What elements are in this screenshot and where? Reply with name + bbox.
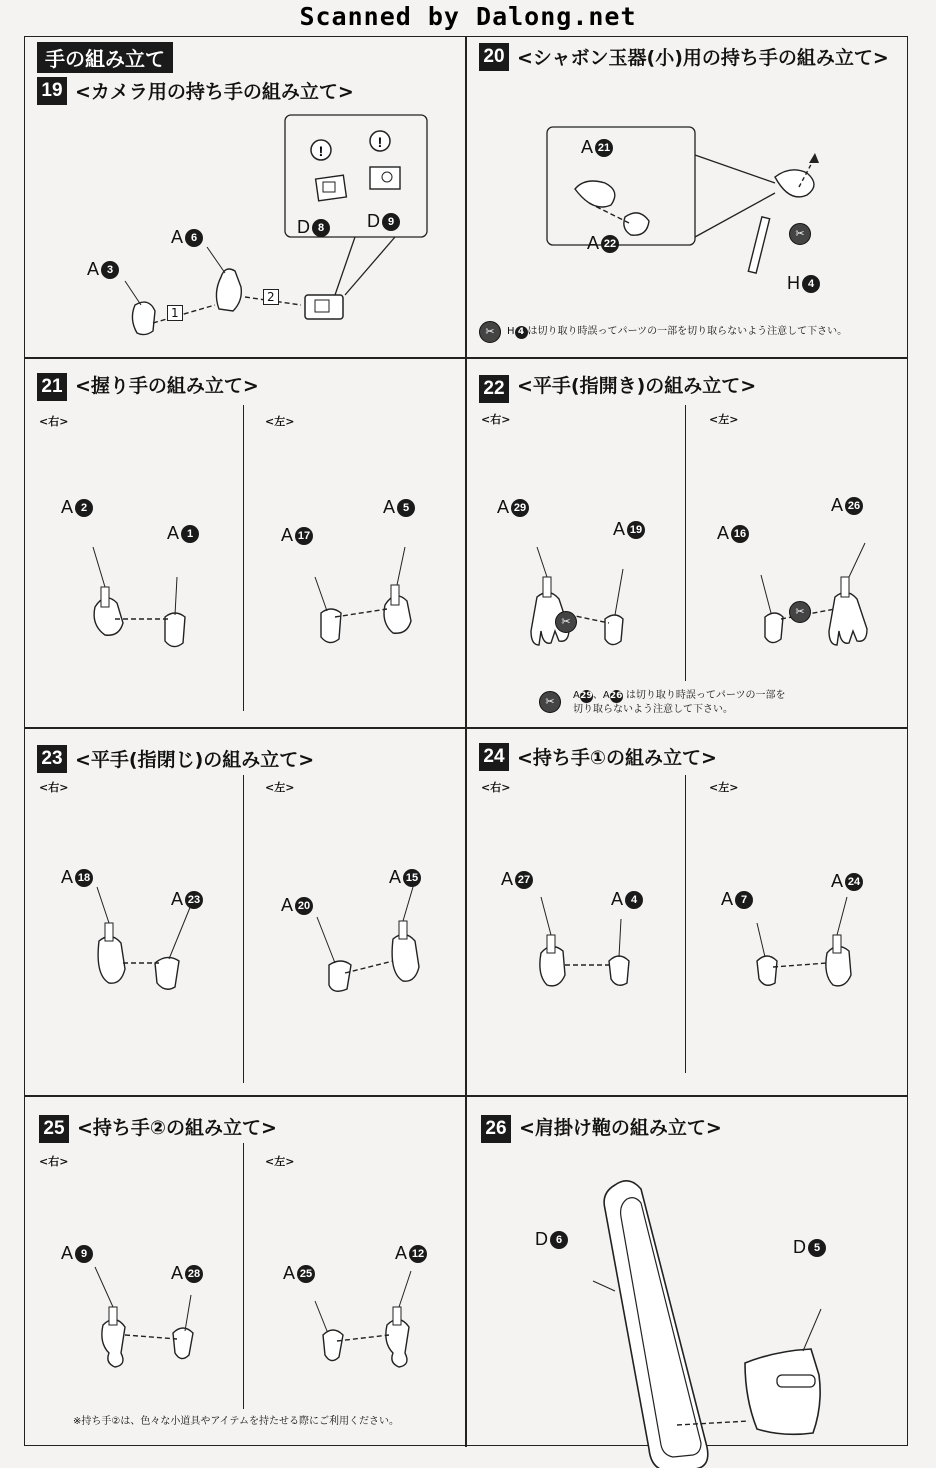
part-label: A 20: [281, 895, 313, 916]
step-title: <平手(指開き)の組み立て>: [517, 375, 757, 397]
part-label: A 7: [721, 889, 753, 910]
step-title: <シャボン玉器(小)用の持ち手の組み立て>: [517, 47, 889, 69]
part-label: A 27: [501, 869, 533, 890]
svg-text:!: !: [377, 134, 383, 150]
step-number: 23: [37, 745, 67, 773]
side-label-right: <右>: [39, 415, 69, 428]
step22-diagram: [465, 357, 905, 727]
side-label-left: <左>: [265, 781, 295, 794]
part-label: A 5: [383, 497, 415, 518]
step26-diagram: [465, 1095, 905, 1445]
side-label-right: <右>: [39, 1155, 69, 1168]
part-label: A 12: [395, 1243, 427, 1264]
caution-note: A29、A26 は切り取り時誤ってパーツの一部を 切り取らないよう注意して下さい。: [573, 690, 786, 715]
part-label: A 4: [611, 889, 643, 910]
part-label: A 6: [171, 227, 203, 248]
caution-note: H 4 は切り取り時誤ってパーツの一部を切り取らないよう注意して下さい。: [507, 326, 848, 337]
step-number: 25: [39, 1115, 69, 1143]
step-title: <平手(指閉じ)の組み立て>: [75, 749, 315, 771]
part-label: A 1: [167, 523, 199, 544]
part-label: A 9: [61, 1243, 93, 1264]
instruction-page: [24, 36, 908, 1446]
step23-diagram: [25, 727, 465, 1097]
part-label: D 9: [367, 211, 400, 232]
svg-text:!: !: [318, 143, 324, 159]
step-number: 19: [37, 77, 67, 105]
side-label-right: <右>: [39, 781, 69, 794]
part-label: A 18: [61, 867, 93, 888]
part-label: A 26: [831, 495, 863, 516]
part-label: A 24: [831, 871, 863, 892]
part-label: A 17: [281, 525, 313, 546]
caution-icon: ✂: [539, 691, 561, 713]
side-label-left: <左>: [265, 1155, 295, 1168]
side-label-left: <左>: [265, 415, 295, 428]
part-label: A 21: [581, 137, 613, 158]
part-label: A 23: [171, 889, 203, 910]
part-label: D 6: [535, 1229, 568, 1250]
caution-icon: ✂: [789, 601, 811, 623]
section-title: 手の組み立て: [37, 42, 173, 73]
part-label: A 3: [87, 259, 119, 280]
step-arrow-label: 1: [167, 305, 183, 321]
side-label-left: <左>: [709, 413, 739, 426]
step20-diagram: [465, 37, 905, 357]
part-label: A 19: [613, 519, 645, 540]
caution-icon: ✂: [479, 321, 501, 343]
side-label-left: <左>: [709, 781, 739, 794]
step-title: <持ち手②の組み立て>: [77, 1117, 277, 1139]
step21-diagram: [25, 357, 465, 727]
footnote: ※持ち手②は、色々な小道具やアイテムを持たせる際にご利用ください。: [73, 1416, 399, 1427]
side-label-right: <右>: [481, 781, 511, 794]
step-title: <肩掛け鞄の組み立て>: [519, 1117, 722, 1139]
watermark: Scanned by Dalong.net: [299, 2, 637, 31]
part-label: A 28: [171, 1263, 203, 1284]
step-title: <カメラ用の持ち手の組み立て>: [75, 81, 354, 103]
step24-diagram: [465, 727, 905, 1097]
caution-icon: ✂: [789, 223, 811, 245]
part-label: A 2: [61, 497, 93, 518]
side-label-right: <右>: [481, 413, 511, 426]
part-label: D 8: [297, 217, 330, 238]
part-label: A 22: [587, 233, 619, 254]
step-title: <持ち手①の組み立て>: [517, 747, 717, 769]
step-number: 21: [37, 373, 67, 401]
part-label: D 5: [793, 1237, 826, 1258]
part-label: A 29: [497, 497, 529, 518]
part-label: A 16: [717, 523, 749, 544]
step-number: 20: [479, 43, 509, 71]
step-arrow-label: 2: [263, 289, 279, 305]
part-label: A 15: [389, 867, 421, 888]
step-number: 22: [479, 375, 509, 403]
caution-icon: ✂: [555, 611, 577, 633]
step-number: 24: [479, 743, 509, 771]
step25-diagram: [25, 1095, 465, 1445]
part-label: H 4: [787, 273, 820, 294]
part-label: A 25: [283, 1263, 315, 1284]
step-title: <握り手の組み立て>: [75, 375, 259, 397]
step19-diagram: [25, 37, 465, 357]
step-number: 26: [481, 1115, 511, 1143]
